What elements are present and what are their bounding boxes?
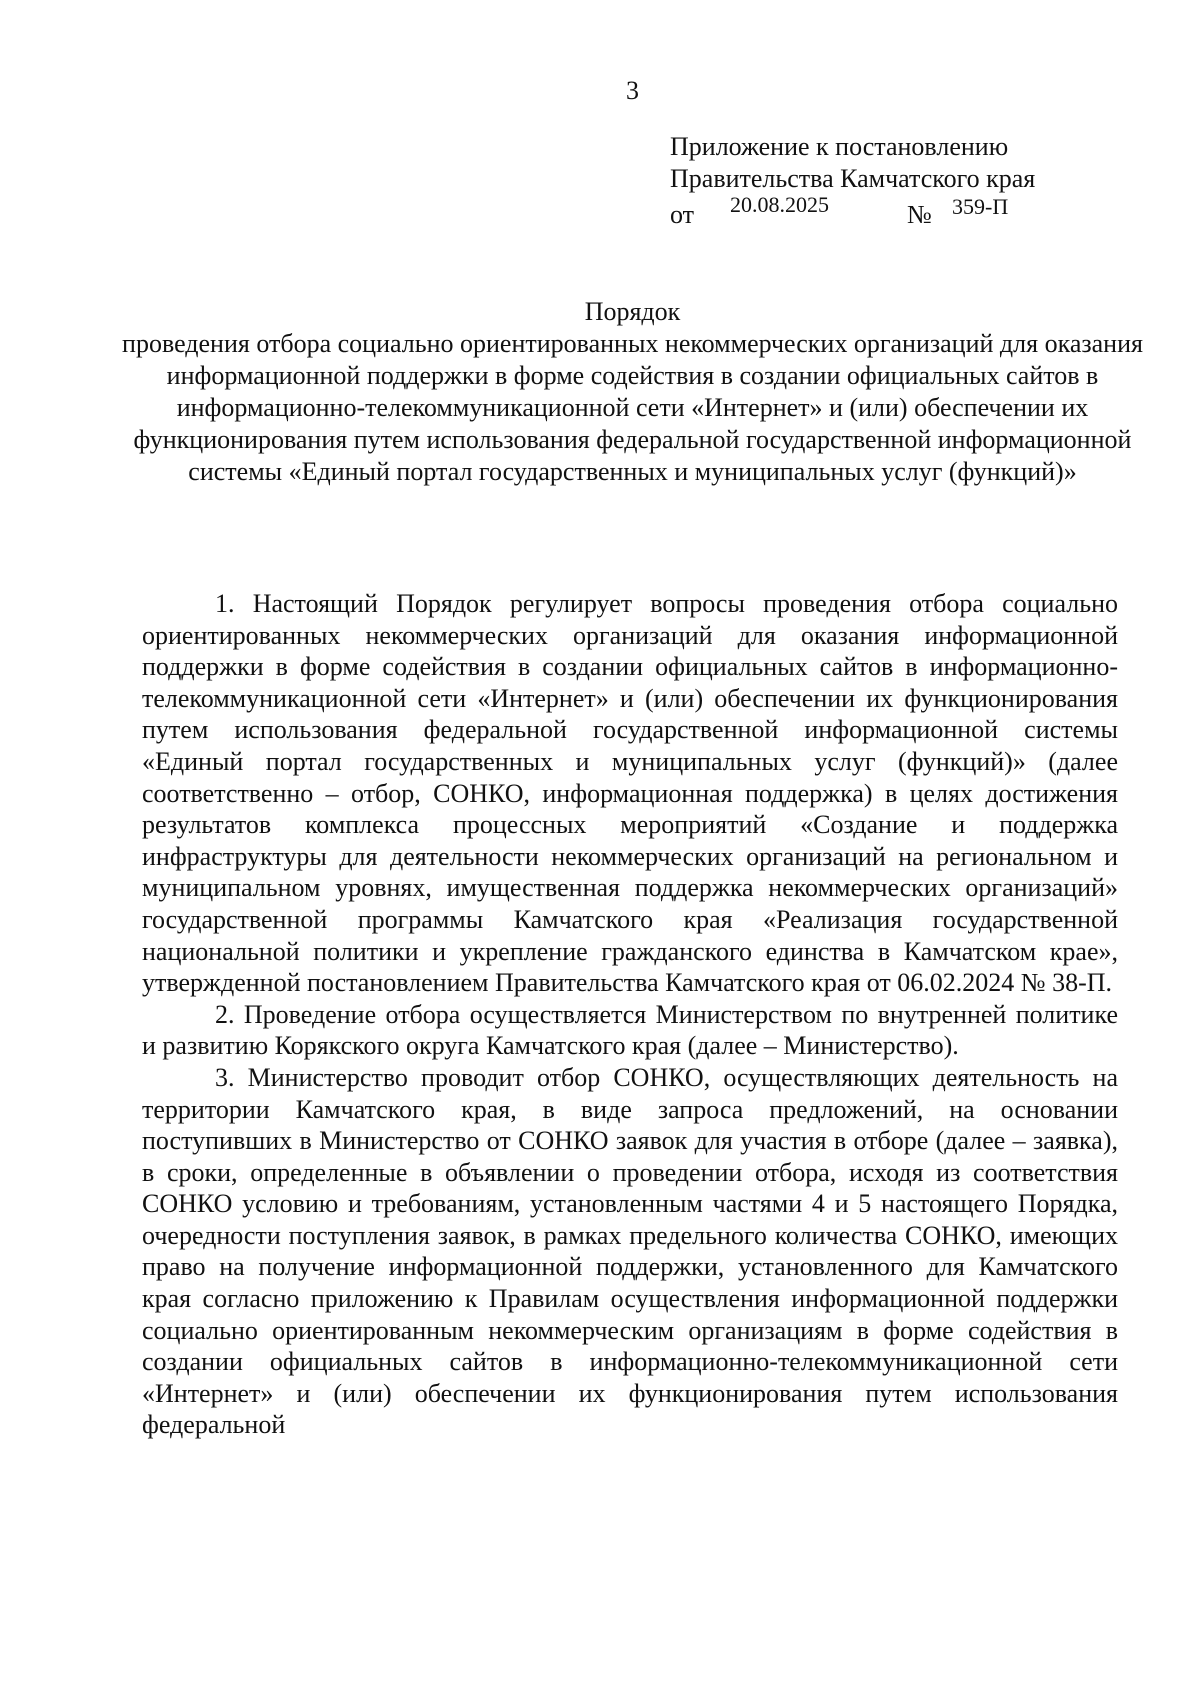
document-heading: Порядок — [584, 297, 681, 326]
appendix-line-1: Приложение к постановлению — [670, 132, 1009, 161]
appendix-date-row — [670, 192, 1035, 229]
date-prefix: от — [670, 200, 695, 229]
page-number: 3 — [626, 76, 639, 105]
paragraph-2: 2. Проведение отбора осуществляется Министерством по внутренней политике и развитию Корякского округа Камчатского края (далее – Министерство). — [142, 999, 1118, 1061]
document-subtitle: проведения отбора социально ориентированных некоммерческих организаций для оказания информационной поддержки в форме содействия в создании официальных сайтов в информационно-телекоммуникационной сети «Интернет» и (или) обеспечении их функционирования путем использования федеральной государственной информационной системы «Единый портал государственных и муниципальных услуг (функций)» — [122, 329, 1143, 486]
appendix-line-2: Правительства Камчатского края — [670, 164, 1036, 193]
document-body — [142, 588, 1118, 1441]
resolution-number: 359-П — [952, 194, 1009, 219]
document-title-block — [120, 296, 1145, 488]
resolution-date: 20.08.2025 — [730, 192, 829, 217]
number-sign: № — [907, 200, 932, 229]
appendix-block — [670, 131, 1035, 229]
paragraph-1: 1. Настоящий Порядок регулирует вопросы проведения отбора социально ориентированных некоммерческих организаций для оказания информационной поддержки в форме содействия в создании официальных сайтов в информационно-телекоммуникационной сети «Интернет» и (или) обеспечении их функционирования путем использования федеральной государственной информационной системы «Единый портал государственных и муниципальных услуг (функций)» (далее соответственно – отбор, СОНКО, информационная поддержка) в целях достижения результатов комплекса процессных мероприятий «Создание и поддержка инфраструктуры для деятельности некоммерческих организаций на региональном и муниципальном уровнях, имущественная поддержка некоммерческих организаций» государственной программы Камчатского края «Реализация государственной национальной политики и укрепление гражданского единства в Камчатском крае», утвержденной постановлением Правительства Камчатского края от 06.02.2024 № 38-П. — [142, 589, 1118, 998]
paragraph-3: 3. Министерство проводит отбор СОНКО, осуществляющих деятельность на территории Камчатского края, в виде запроса предложений, на основании поступивших в Министерство от СОНКО заявок для участия в отборе (далее – заявка), в сроки, определенные в объявлении о проведении отбора, исходя из соответствия СОНКО условию и требованиям, установленным частями 4 и 5 настоящего Порядка, очередности поступления заявок, в рамках предельного количества СОНКО, имеющих право на получение информационной поддержки, установленного для Камчатского края согласно приложению к Правилам осуществления информационной поддержки социально ориентированным некоммерческим организациям в форме содействия в создании официальных сайтов в информационно-телекоммуникационной сети «Интернет» и (или) обеспечении их функционирования путем использования федеральной — [142, 1062, 1118, 1440]
